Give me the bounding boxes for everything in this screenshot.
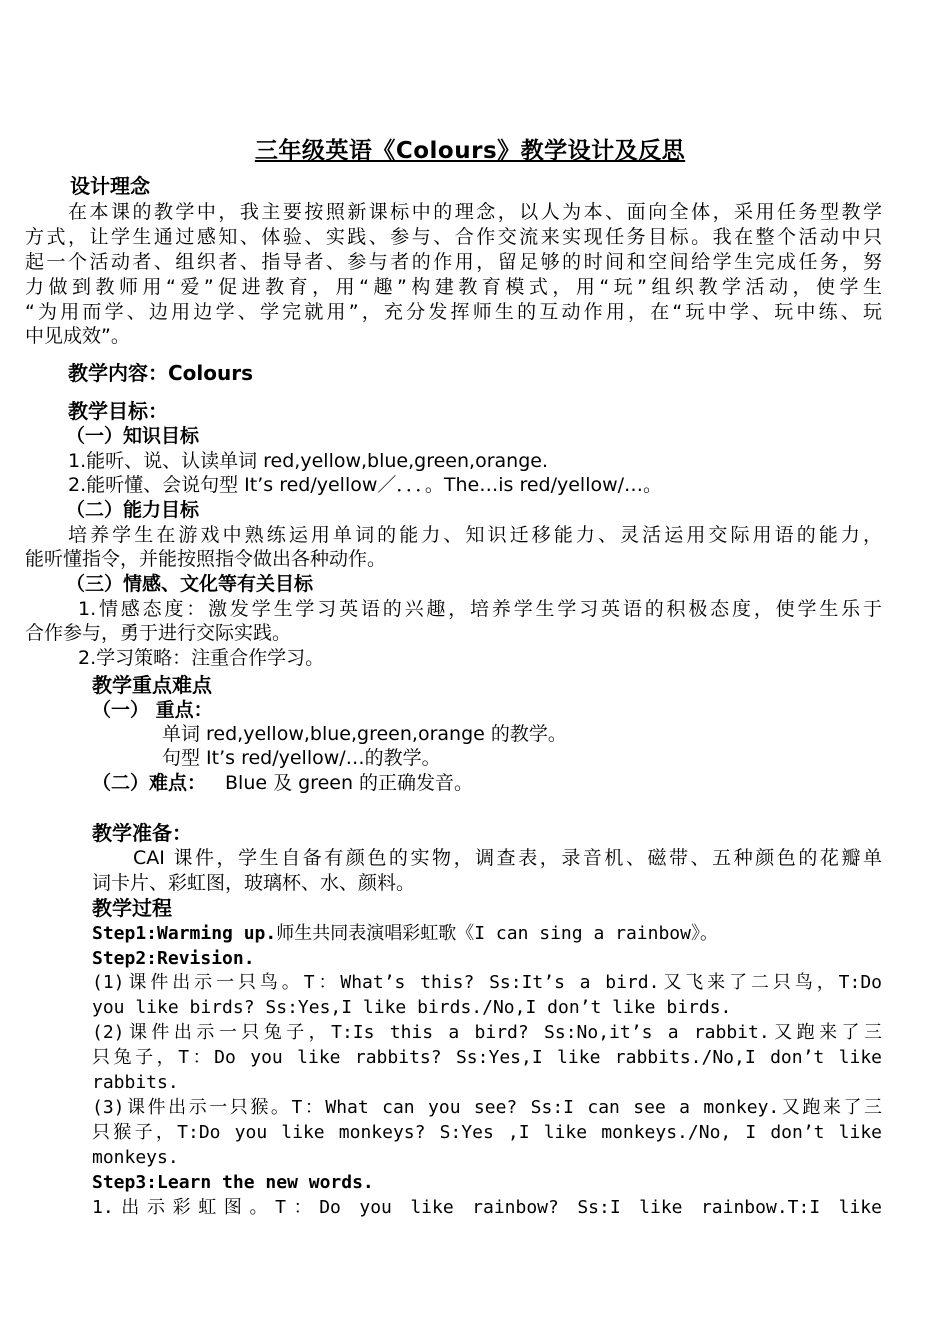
preparation-line-1: CAI 课件，学生自备有颜色的实物，调查表，录音机、磁带、五种颜色的花瓣单 bbox=[133, 847, 882, 869]
keypoints-heading: 教学重点难点 bbox=[92, 673, 212, 697]
knowledge-heading: （一）知识目标 bbox=[66, 425, 200, 447]
preparation-heading: 教学准备： bbox=[92, 821, 192, 845]
knowledge-item-1: 1.能听、说、认读单词 red,yellow,blue,green,orange. bbox=[68, 450, 548, 472]
emotion-line-1a: 1.情感态度：激发学生学习英语的兴趣，培养学生学习英语的积极态度，使学生乐于 bbox=[78, 598, 882, 620]
difficulty-text: Blue 及 green 的正确发音。 bbox=[225, 772, 474, 794]
step2-line-4: 只兔子，T：Do you like rabbits? Ss:Yes,I like rabbits./No,I don’t like bbox=[92, 1047, 882, 1068]
design-line-4: 力做到教师用“爱”促进教育，用“趣”构建教育模式，用“玩”组织教学活动，使学生 bbox=[25, 276, 882, 298]
process-heading: 教学过程 bbox=[92, 896, 172, 920]
goals-heading: 教学目标： bbox=[68, 399, 168, 423]
step3-label: Step3:Learn the new words. bbox=[92, 1172, 374, 1193]
focus-item-1: 单词 red,yellow,blue,green,orange 的教学。 bbox=[162, 723, 567, 745]
emotion-line-2: 2.学习策略：注重合作学习。 bbox=[78, 647, 325, 669]
design-line-1: 在本课的教学中，我主要按照新课标中的理念，以人为本、面向全体，采用任务型教学 bbox=[68, 201, 882, 223]
focus-label: （一） 重点： bbox=[92, 699, 213, 721]
focus-item-2: 句型 It’s red/yellow/…的教学。 bbox=[162, 747, 441, 769]
content-heading: 教学内容：Colours bbox=[68, 361, 254, 385]
step2-line-6: (3)课件出示一只猴。T：What can you see? Ss:I can see a monkey.又跑来了三 bbox=[92, 1097, 882, 1118]
step2-label: Step2:Revision. bbox=[92, 948, 255, 969]
step1-text: 师生共同表演唱彩虹歌《I can sing a rainbow》。 bbox=[276, 923, 718, 944]
step3-line-1: 1.出示彩虹图。T：Do you like rainbow? Ss:I like rainbow.T:I like bbox=[92, 1197, 882, 1218]
design-line-3: 起一个活动者、组织者、指导者、参与者的作用，留足够的时间和空间给学生完成任务，努 bbox=[25, 251, 882, 273]
ability-line-1: 培养学生在游戏中熟练运用单词的能力、知识迁移能力、灵活运用交际用语的能力， bbox=[68, 524, 882, 546]
design-line-5: “为用而学、边用边学、学完就用”，充分发挥师生的互动作用，在“玩中学、玩中练、玩 bbox=[25, 301, 882, 323]
design-heading: 设计理念 bbox=[70, 174, 150, 198]
preparation-line-2: 词卡片、彩虹图，玻璃杯、水、颜料。 bbox=[92, 872, 416, 894]
step2-line-1: (1)课件出示一只鸟。T：What’s this? Ss:It’s a bird.又飞来了二只鸟，T:Do bbox=[92, 972, 882, 993]
step2-line-7: 只猴子，T:Do you like monkeys? S:Yes ,I like monkeys./No, I don’t like bbox=[92, 1122, 882, 1143]
difficulty-label: （二）难点： bbox=[92, 772, 207, 794]
emotion-heading: （三）情感、文化等有关目标 bbox=[66, 573, 314, 595]
design-line-2: 方式，让学生通过感知、体验、实践、参与、合作交流来实现任务目标。我在整个活动中只 bbox=[25, 226, 882, 248]
design-line-6: 中见成效”。 bbox=[25, 325, 130, 347]
step1-line bbox=[92, 922, 718, 946]
ability-line-2: 能听懂指令，并能按照指令做出各种动作。 bbox=[25, 548, 387, 570]
step2-line-3: (2)课件出示一只兔子，T:Is this a bird? Ss:No,it’s a rabbit.又跑来了三 bbox=[92, 1022, 882, 1043]
step2-line-5: rabbits. bbox=[92, 1072, 179, 1093]
knowledge-item-2: 2.能听懂、会说句型 It’s red/yellow／．．．。The…is red/yellow/…。 bbox=[68, 474, 663, 496]
document-title: 三年级英语《Colours》教学设计及反思 bbox=[254, 138, 686, 164]
step1-label: Step1:Warming up. bbox=[92, 923, 277, 944]
ability-heading: （二）能力目标 bbox=[66, 499, 200, 521]
emotion-line-1b: 合作参与，勇于进行交际实践。 bbox=[25, 622, 292, 644]
step2-line-2: you like birds? Ss:Yes,I like birds./No,I don’t like birds. bbox=[92, 997, 732, 1018]
step2-line-8: monkeys. bbox=[92, 1147, 179, 1168]
